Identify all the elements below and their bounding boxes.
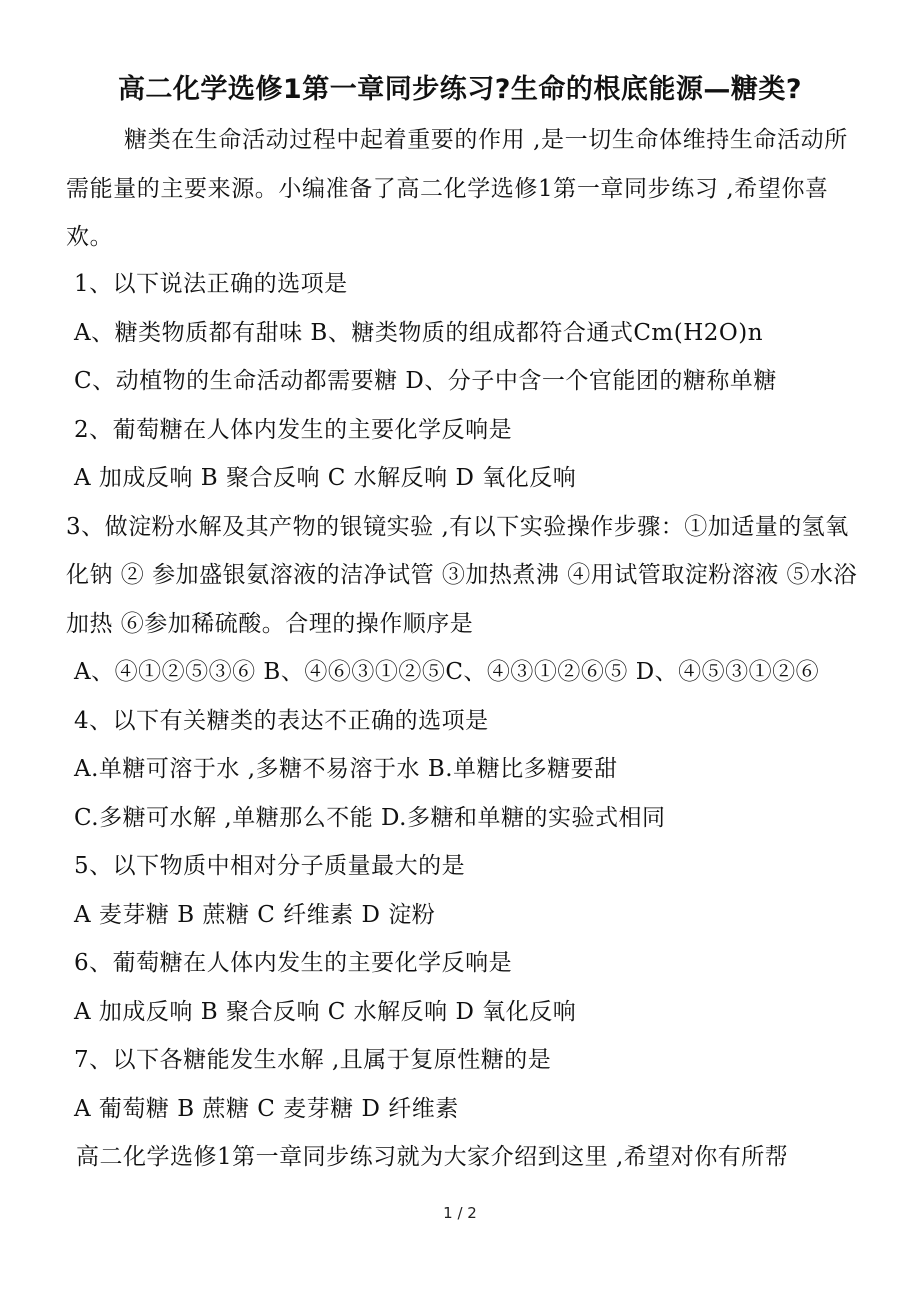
question-4: 4、以下有关糖类的表达不正确的选项是 <box>74 707 489 734</box>
intro-paragraph: 糖类在生命活动过程中起着重要的作用 ,是一切生命体维持生命活动所需能量的主要来源。小编准备了高二化学选修1第一章同步练习 ,希望你喜欢。 <box>66 127 848 250</box>
question-7: 7、以下各糖能发生水解 ,且属于复原性糖的是 <box>74 1047 552 1073</box>
question-6: 6、葡萄糖在人体内发生的主要化学反响是 <box>74 950 513 976</box>
question-1-options-cd: C、动植物的生命活动都需要糖 D、分子中含一个官能团的糖称单糖 <box>74 368 777 394</box>
question-1-options-ab: A、糖类物质都有甜味 B、糖类物质的组成都符合通式Cm(H2O)n <box>74 319 764 346</box>
question-4-options-ab: A.单糖可溶于水 ,多糖不易溶于水 B.单糖比多糖要甜 <box>74 756 618 782</box>
page-number: 1 / 2 <box>443 1204 477 1222</box>
question-3: 3、做淀粉水解及其产物的银镜实验 ,有以下实验操作步骤：①加适量的氢氧化钠 ② 参加盛银氨溶液的洁净试管 ③加热煮沸 ④用试管取淀粉溶液 ⑤水浴加热 ⑥参加稀硫酸。合理的操作顺序是 <box>66 513 858 637</box>
question-4-options-cd: C.多糖可水解 ,单糖那么不能 D.多糖和单糖的实验式相同 <box>74 804 666 831</box>
question-2: 2、葡萄糖在人体内发生的主要化学反响是 <box>74 416 513 443</box>
question-7-options: A 葡萄糖 B 蔗糖 C 麦芽糖 D 纤维素 <box>74 1095 459 1122</box>
question-6-options: A 加成反响 B 聚合反响 C 水解反响 D 氧化反响 <box>74 998 577 1025</box>
question-2-options: A 加成反响 B 聚合反响 C 水解反响 D 氧化反响 <box>74 465 577 491</box>
question-5-options: A 麦芽糖 B 蔗糖 C 纤维素 D 淀粉 <box>74 901 436 928</box>
document-title: 高二化学选修1第一章同步练习?生命的根底能源—糖类? <box>117 74 803 105</box>
closing-paragraph: 高二化学选修1第一章同步练习就为大家介绍到这里 ,希望对你有所帮 <box>76 1144 789 1170</box>
question-5: 5、以下物质中相对分子质量最大的是 <box>74 853 466 879</box>
question-list <box>66 260 874 1182</box>
question-3-options: A、④①②⑤③⑥ B、④⑥③①②⑤C、④③①②⑥⑤ D、④⑤③①②⑥ <box>74 659 820 685</box>
question-1: 1、以下说法正确的选项是 <box>74 271 348 297</box>
